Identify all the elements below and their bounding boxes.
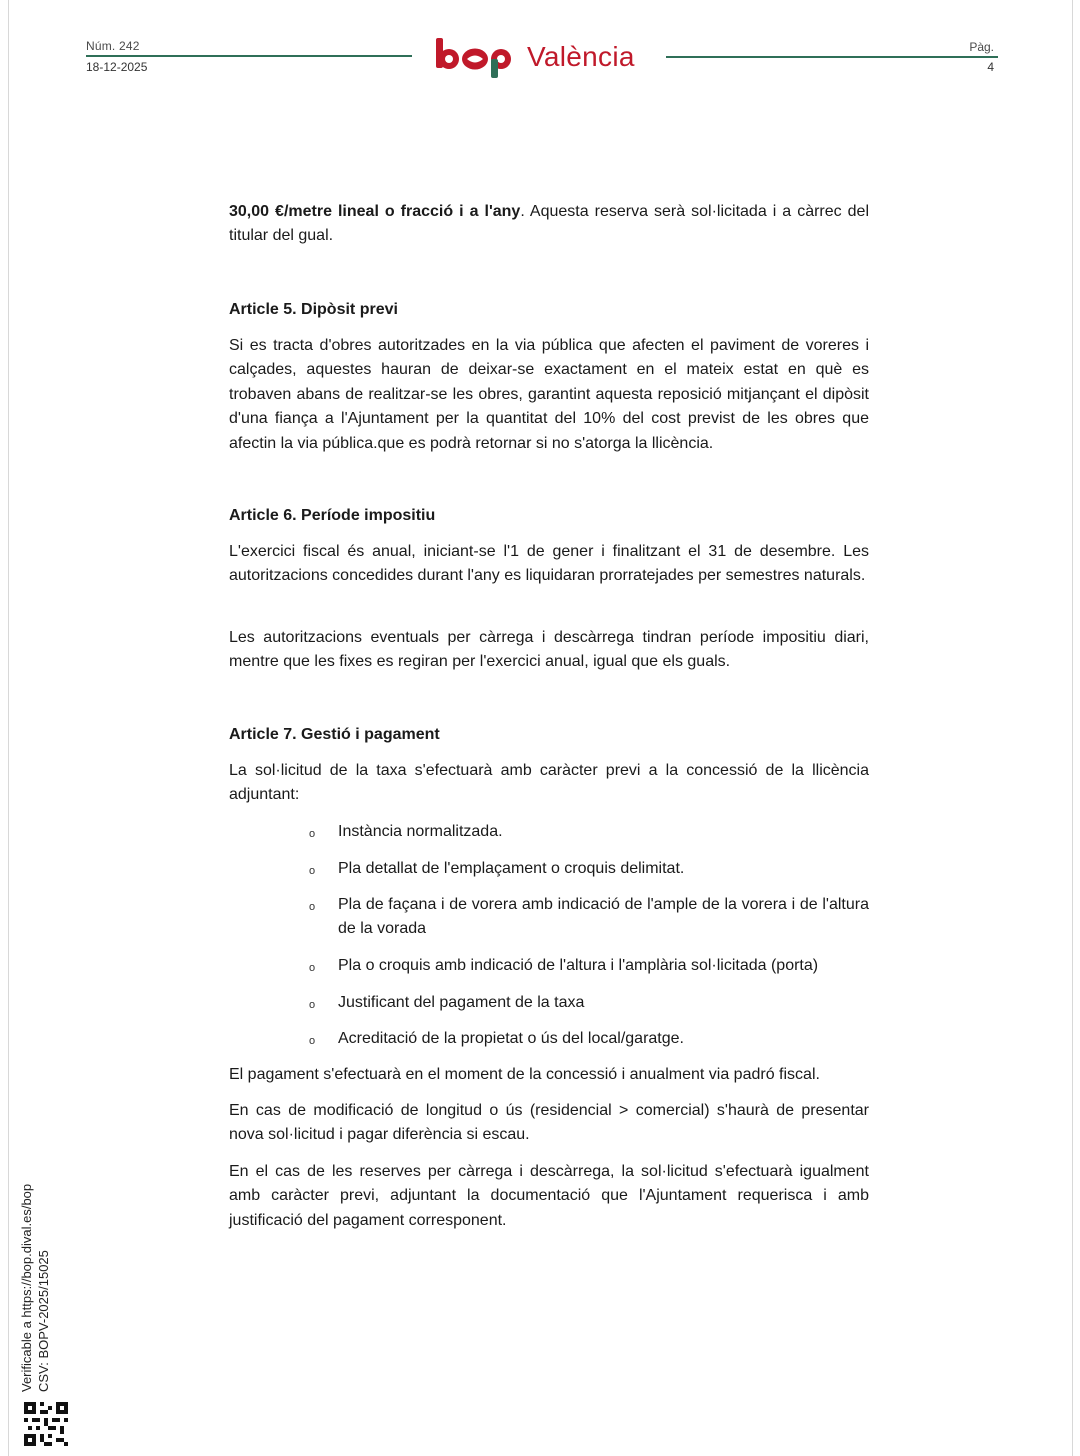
list-item: Pla de façana i de vorera amb indicació de l'ample de la vorera i de l'altura de la vorada bbox=[338, 896, 869, 938]
list-item: Instància normalitzada. bbox=[338, 823, 503, 840]
list-bullet: o bbox=[309, 1035, 316, 1047]
article7-title: Article 7. Gestió i pagament bbox=[229, 726, 440, 743]
article7-paragraph-4: En el cas de les reserves per càrrega i descàrrega, la sol·licitud s'efectuarà igualment amb caràcter previ, adjuntant la documentació que l'Ajuntament requerisca i amb justificació del pagament corresponent. bbox=[229, 1163, 869, 1229]
csv-code: CSV: BOPV-2025/15025 bbox=[36, 1250, 51, 1392]
header-divider-right bbox=[666, 56, 998, 58]
list-item: Pla o croquis amb indicació de l'altura i l'amplària sol·licitada (porta) bbox=[338, 957, 819, 974]
article7-paragraph-3: En cas de modificació de longitud o ús (residencial > comercial) s'haurà de presentar nova sol·licitud i pagar diferència si escau. bbox=[229, 1102, 869, 1144]
list-item: Acreditació de la propietat o ús del local/garatge. bbox=[338, 1030, 684, 1047]
article7-paragraph-1: La sol·licitud de la taxa s'efectuarà amb caràcter previ a la concessió de la llicència adjuntant: bbox=[229, 762, 869, 804]
page-number: 4 bbox=[987, 60, 994, 74]
list-item: Pla detallat de l'emplaçament o croquis delimitat. bbox=[338, 860, 685, 877]
article5-title: Article 5. Dipòsit previ bbox=[229, 301, 398, 318]
article6-paragraph-2: Les autoritzacions eventuals per càrrega i descàrrega tindran període impositiu diari, mentre que les fixes es regiran per l'exercici anual, igual que els guals. bbox=[229, 629, 869, 671]
article6-title: Article 6. Període impositiu bbox=[229, 507, 436, 524]
list-bullet: o bbox=[309, 999, 316, 1011]
logo-text: València bbox=[527, 41, 635, 72]
intro-rest: . Aquesta reserva serà sol·licitada i a càrrec del titular del gual. bbox=[229, 203, 870, 245]
header-divider-left bbox=[86, 55, 412, 57]
article5-paragraph: Si es tracta d'obres autoritzades en la via pública que afecten el paviment de voreres i calçades, aquestes hauran de deixar-se exactament en el mateix estat en què es trobaven abans de realitzar-se les obres, garantint aquesta reposició mitjançant el dipòsit d'una fiança a l'Ajuntament per la quantitat del 10% del cost previst de les obres que afectin la via pública.que es podrà retornar si no s'atorga la llicència. bbox=[229, 337, 869, 452]
article6-paragraph-1: L'exercici fiscal és anual, iniciant-se l'1 de gener i finalitzant el 31 de desembre. Les autoritzacions concedides durant l'any es liquidaran prorratejades per semestres naturals. bbox=[229, 543, 869, 585]
issue-date: 18-12-2025 bbox=[86, 60, 148, 74]
intro-paragraph bbox=[229, 200, 869, 249]
verify-url[interactable]: Verificable a https://bop.dival.es/bop bbox=[19, 1183, 34, 1392]
qr-code-icon bbox=[24, 1402, 68, 1446]
list-item: Justificant del pagament de la taxa bbox=[338, 994, 585, 1011]
verification-text bbox=[18, 1184, 52, 1392]
list-bullet: o bbox=[309, 865, 316, 877]
intro-bold: 30,00 €/metre lineal o fracció i a l'any bbox=[229, 203, 521, 220]
article7-paragraph-2: El pagament s'efectuarà en el moment de la concessió i anualment via padró fiscal. bbox=[229, 1066, 820, 1083]
bop-valencia-logo bbox=[433, 32, 635, 82]
list-bullet: o bbox=[309, 962, 316, 974]
list-bullet: o bbox=[309, 828, 316, 840]
bop-logo-icon bbox=[433, 34, 515, 80]
list-bullet: o bbox=[309, 901, 316, 913]
header-left bbox=[86, 38, 412, 74]
issue-number: Núm. 242 bbox=[86, 39, 140, 53]
page-label: Pàg. bbox=[969, 40, 994, 54]
